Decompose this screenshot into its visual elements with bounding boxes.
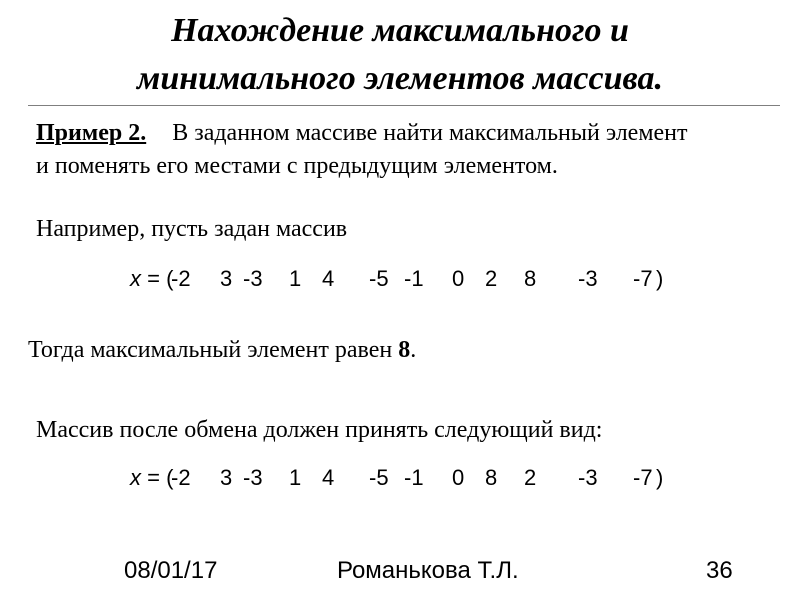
array-value: 3 — [220, 266, 233, 291]
array-value: 4 — [322, 465, 335, 490]
array-value: 1 — [289, 465, 302, 490]
array-open: = ( — [141, 465, 174, 490]
array-value: -1 — [404, 266, 424, 291]
array-value: -7 — [633, 465, 653, 490]
array-value: 4 — [322, 266, 335, 291]
array-value: 8 — [524, 266, 537, 291]
array-close: ) — [656, 266, 664, 291]
example-label: Пример 2. — [36, 120, 147, 146]
footer-page-number: 36 — [706, 557, 733, 584]
max-sentence-suffix: . — [410, 337, 417, 363]
array-value: 0 — [452, 465, 465, 490]
array-close: ) — [656, 465, 664, 490]
array-open: = ( — [141, 266, 174, 291]
array-var: x — [130, 266, 141, 291]
max-sentence-prefix: Тогда максимальный элемент равен — [28, 337, 399, 363]
array-after — [0, 463, 800, 495]
slide-title-line-2: минимального элементов массива. — [137, 60, 663, 97]
array-value: -3 — [578, 266, 598, 291]
array-value: 8 — [485, 465, 498, 490]
example-task-line-2: и поменять его местами с предыдущим элементом. — [36, 153, 558, 179]
array-value: -3 — [243, 465, 263, 490]
example-task-line-1 — [36, 118, 688, 148]
max-value: 8 — [398, 337, 411, 363]
array-value: 0 — [452, 266, 465, 291]
array-value: 2 — [524, 465, 537, 490]
footer-author: Романькова Т.Л. — [337, 557, 519, 584]
array-value: -3 — [243, 266, 263, 291]
example-task-text: В заданном массиве найти максимальный элемент — [172, 120, 688, 146]
array-value: -5 — [369, 465, 389, 490]
array-value: 2 — [485, 266, 498, 291]
array-var: x — [130, 465, 141, 490]
array-value: 1 — [289, 266, 302, 291]
array-value: -3 — [578, 465, 598, 490]
array-value: -2 — [171, 465, 191, 490]
after-intro-text: Массив после обмена должен принять следующий вид: — [36, 417, 603, 443]
max-sentence — [28, 335, 416, 365]
title-divider — [28, 105, 780, 106]
array-before — [0, 264, 800, 296]
array-value: -2 — [171, 266, 191, 291]
array-value: -1 — [404, 465, 424, 490]
intro-text: Например, пусть задан массив — [36, 216, 348, 242]
array-value: -7 — [633, 266, 653, 291]
array-value: -5 — [369, 266, 389, 291]
footer-date: 08/01/17 — [124, 557, 218, 584]
slide-title-line-1: Нахождение максимального и — [171, 12, 629, 49]
array-value: 3 — [220, 465, 233, 490]
